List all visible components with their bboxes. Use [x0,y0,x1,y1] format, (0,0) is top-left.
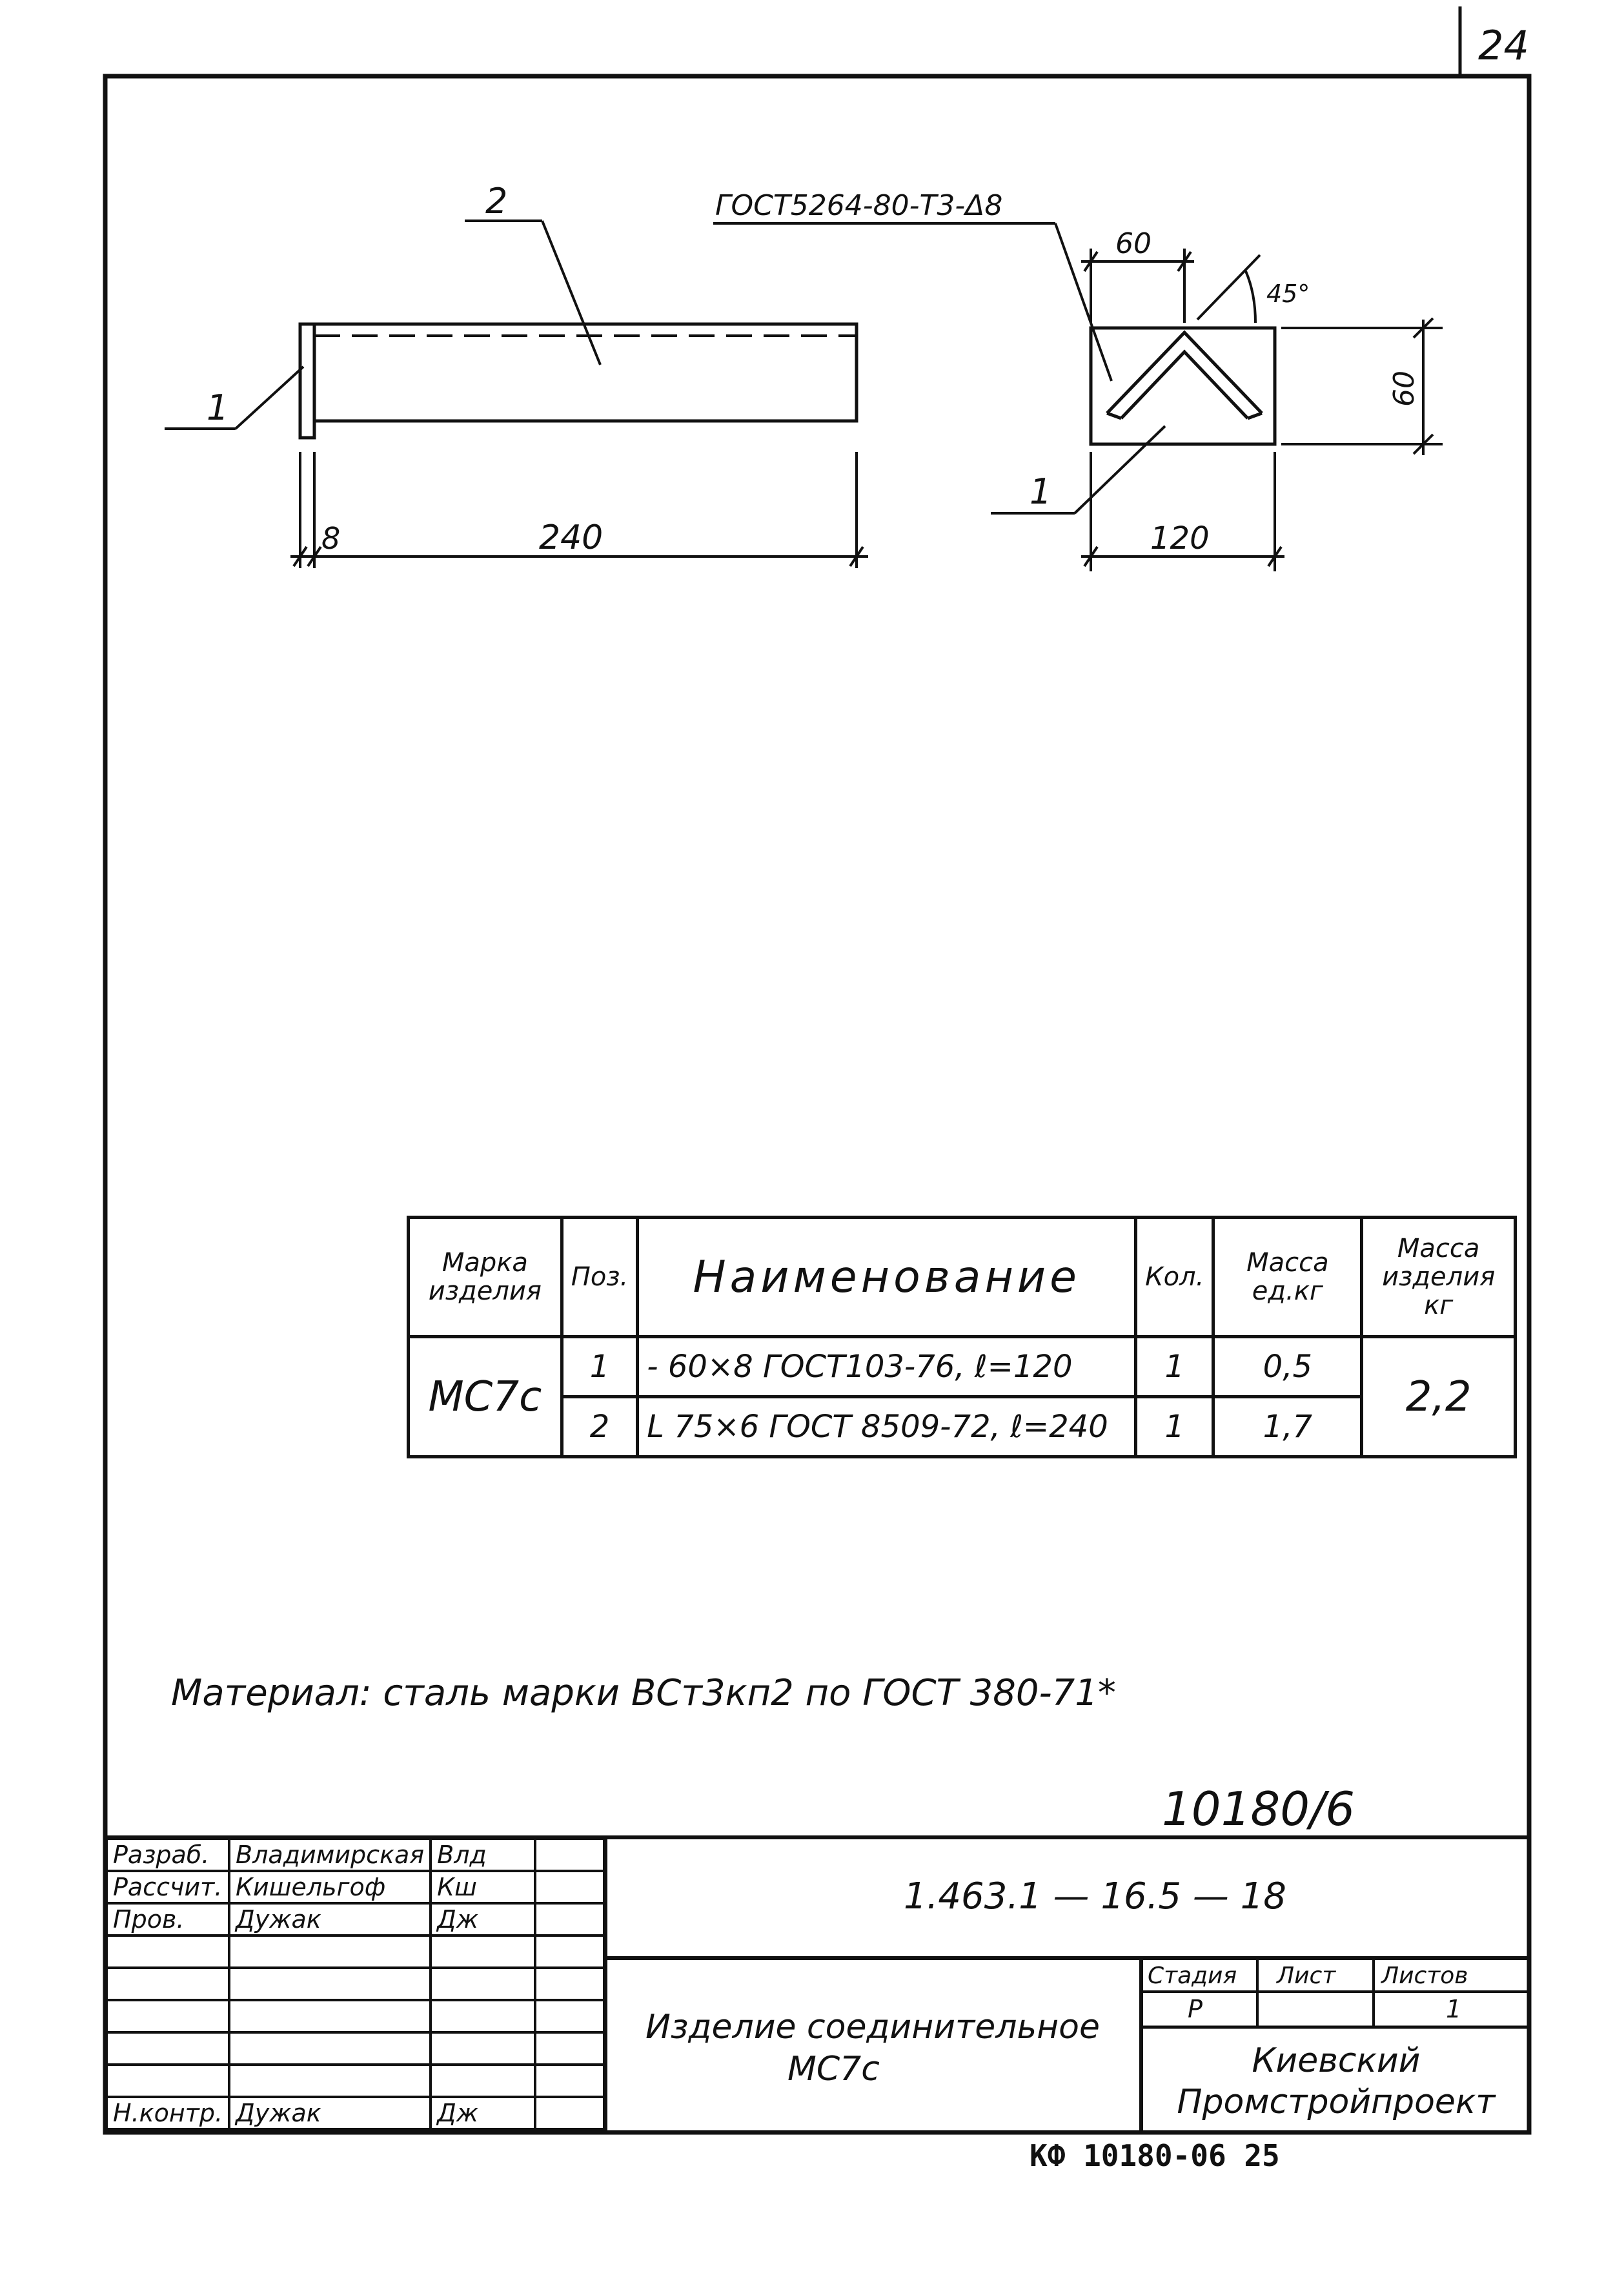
header-qty: Кол. [1136,1218,1213,1337]
role-label: Разраб. [107,1839,229,1871]
sheet-label: Лист [1277,1963,1336,1989]
row-qty: 1 [1136,1337,1213,1397]
stage-label: Стадия [1148,1963,1237,1989]
role-row [107,2000,604,2032]
dimension-thickness: 8 [321,521,341,556]
row-qty: 1 [1136,1397,1213,1457]
weld-callout: ГОСТ5264-80-Т3-Δ8 [715,189,1003,222]
role-label: Пров. [107,1903,229,1936]
inventory-stamp: КФ 10180-06 25 [1030,2138,1280,2173]
position-label-angle: 2 [485,181,508,221]
role-signature: Дж [431,1903,535,1936]
role-signature: Дж [431,2097,535,2129]
role-row [107,1968,604,2000]
product-mark-cell: МС7с [409,1337,562,1457]
role-date [535,1903,604,1936]
table-row [409,1397,1516,1457]
role-row [107,2065,604,2097]
role-row [107,2097,604,2129]
total-mass-cell: 2,2 [1362,1337,1516,1457]
header-pos: Поз. [562,1218,638,1337]
dimension-flange: 60 [1115,227,1152,260]
dimension-length: 240 [539,518,604,557]
header-total-mass: Масса изделия кг [1362,1218,1516,1337]
role-name: Кишельгоф [229,1871,431,1903]
specification-table [407,1216,1517,1458]
header-mark: Марка изделия [409,1218,562,1337]
dimension-height: 60 [1388,371,1421,407]
row-pos: 1 [562,1337,638,1397]
material-note: Материал: сталь марки ВСт3кп2 по ГОСТ 380-71* [171,1672,1116,1714]
product-mark: МС7с [787,2050,880,2089]
role-signature: Кш [431,1871,535,1903]
row-name: L 75×6 ГОСТ 8509-72, ℓ=240 [638,1397,1136,1457]
front-view [165,181,868,568]
row-unit-mass: 0,5 [1213,1337,1362,1397]
sheets-label: Листов [1381,1963,1468,1989]
spec-header-row [409,1218,1516,1337]
stage-value: Р [1188,1995,1203,2023]
role-label: Н.контр. [107,2097,229,2129]
position-label-plate: 1 [207,387,229,428]
role-name: Дужак [229,2097,431,2129]
sheets-value: 1 [1446,1995,1462,2023]
role-row [107,1936,604,1968]
role-label: Рассчит. [107,1871,229,1903]
role-row [107,1871,604,1903]
dimension-width: 120 [1150,520,1210,557]
sheet-number: 24 [1478,22,1529,69]
table-row [409,1337,1516,1397]
row-pos: 2 [562,1397,638,1457]
role-row [107,2032,604,2065]
role-signature: Влд [431,1839,535,1871]
role-name: Владимирская [229,1839,431,1871]
position-label-section: 1 [1030,471,1052,512]
header-name: Наименование [638,1218,1136,1337]
role-row [107,1839,604,1871]
product-title: Изделие соединительное [645,2008,1100,2047]
role-date [535,1839,604,1871]
angle-label: 45° [1266,280,1310,308]
row-name: - 60×8 ГОСТ103-76, ℓ=120 [638,1337,1136,1397]
role-date [535,2097,604,2129]
role-date [535,1871,604,1903]
role-name: Дужак [229,1903,431,1936]
side-view [713,189,1443,571]
role-row [107,1903,604,1936]
header-unit-mass: Масса ед.кг [1213,1218,1362,1337]
organization-name: Киевский Промстройпроект [1177,2041,1496,2121]
document-designation: 1.463.1 — 16.5 — 18 [904,1875,1286,1917]
row-unit-mass: 1,7 [1213,1397,1362,1457]
archive-number: 10180/6 [1162,1782,1355,1836]
title-block-roles [105,1837,605,2130]
